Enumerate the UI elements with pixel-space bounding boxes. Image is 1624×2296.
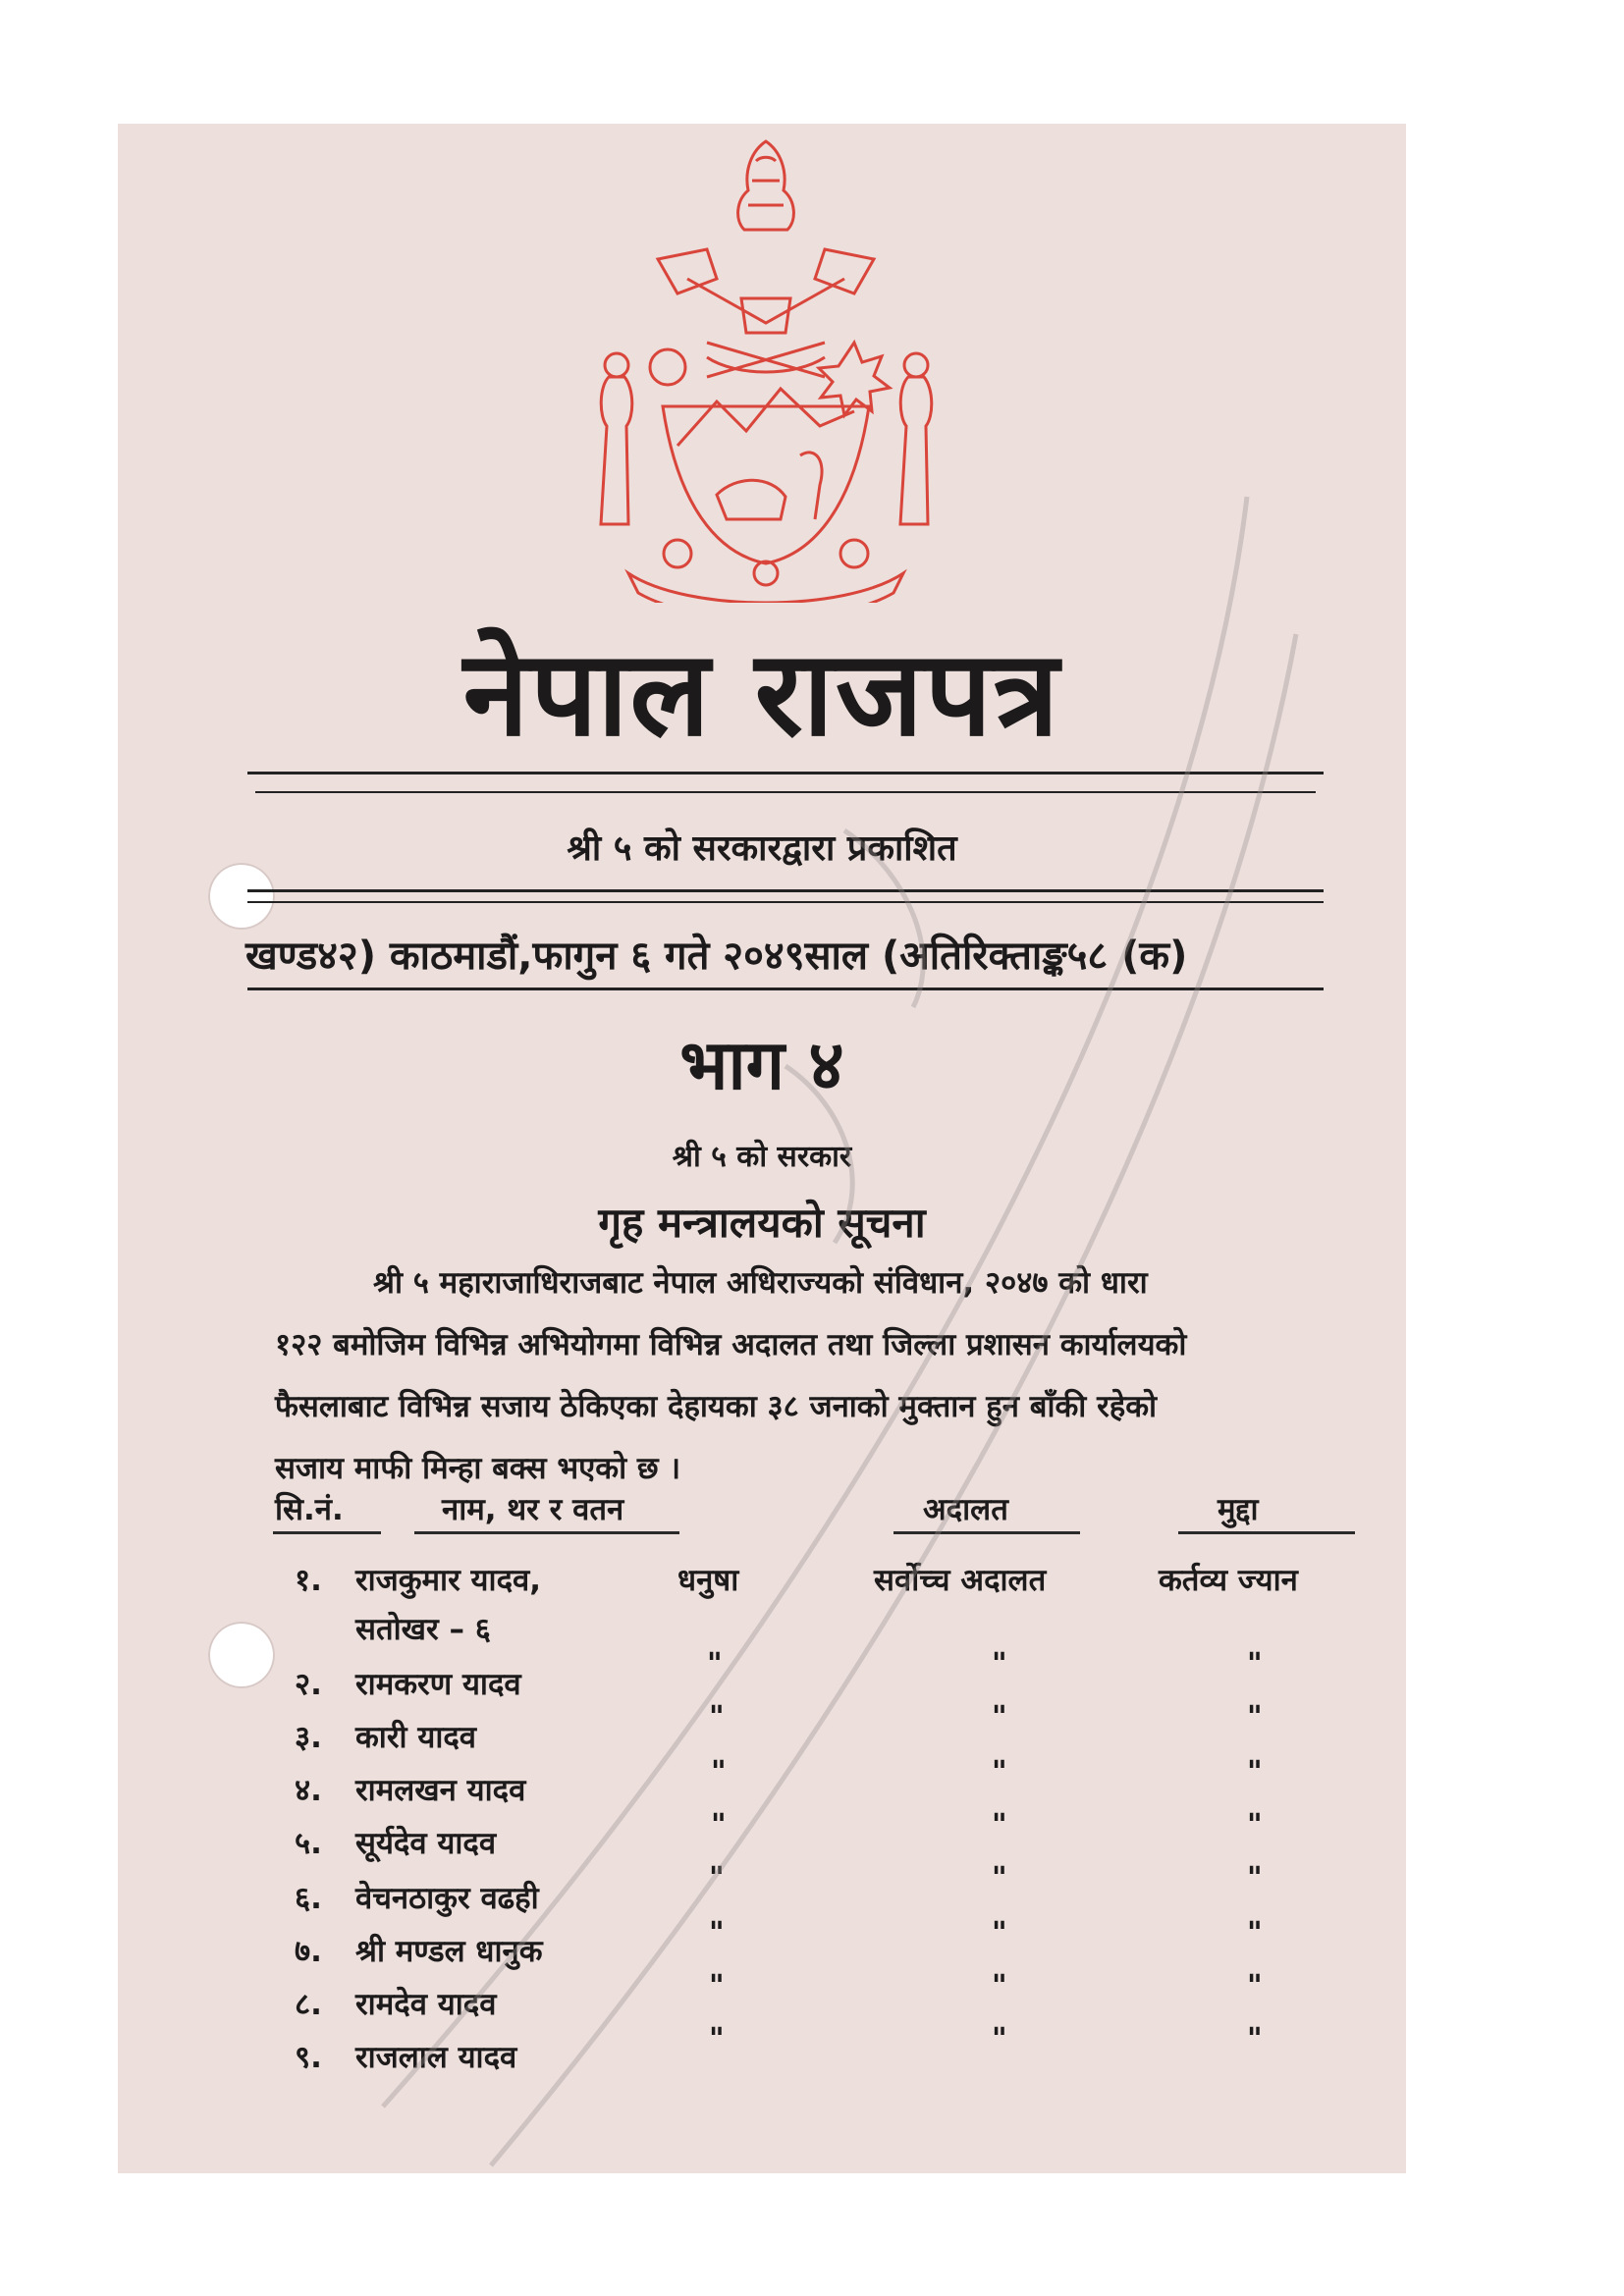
row-court: " [992, 1916, 1007, 1950]
row-name: रामदेव यादव [355, 1987, 497, 2022]
row-name: श्री मण्डल धानुक [355, 1934, 543, 1969]
header-case: मुद्दा [1218, 1492, 1259, 1527]
header-serial: सि.नं. [275, 1492, 344, 1527]
row-serial: ५. [295, 1826, 322, 1861]
row-case: " [1247, 1647, 1263, 1682]
row-case: " [1247, 1808, 1263, 1842]
row-serial: ६. [295, 1881, 322, 1916]
publisher-line: श्री ५ को सरकारद्वारा प्रकाशित [567, 828, 957, 869]
header-case-underline [1178, 1531, 1355, 1534]
row-serial: २. [295, 1667, 322, 1702]
masthead-rule-2 [255, 791, 1316, 793]
row-district: " [709, 1969, 725, 2003]
header-name-underline [414, 1531, 679, 1534]
notice-body [275, 1253, 1355, 1500]
row-case: कर्तव्य ज्यान [1159, 1563, 1298, 1598]
row-district: " [707, 1647, 723, 1682]
row-serial: ४. [295, 1773, 322, 1808]
row-serial: ९. [295, 2040, 322, 2075]
row-court: " [992, 1755, 1007, 1789]
part-heading: भाग ४ [679, 1025, 844, 1105]
row-district: " [709, 1861, 725, 1896]
gazette-page [118, 124, 1406, 2173]
body-line-4: सजाय माफी मिन्हा बक्स भएको छ । [275, 1451, 681, 1486]
issue-line: खण्ड४२) काठमाडौं,फागुन ६ गते २०४९साल (अतिरिक्ताङ्क५८ (क) [245, 934, 1188, 979]
row-court: " [992, 2022, 1007, 2056]
royal-emblem-icon [569, 132, 962, 607]
row-serial: १. [295, 1563, 322, 1598]
government-heading: श्री ५ को सरकार [672, 1140, 852, 1174]
row-court: " [992, 1700, 1007, 1735]
binding-hole-top [208, 863, 275, 930]
issue-rule [247, 988, 1324, 990]
masthead-rule-1 [247, 772, 1324, 774]
body-line-2: १२२ बमोजिम विभिन्न अभियोगमा विभिन्न अदालत तथा जिल्ला प्रशासन कार्यालयको [275, 1327, 1187, 1362]
row-case: " [1247, 1969, 1263, 2003]
row-name: राजलाल यादव [355, 2040, 517, 2075]
row-case: " [1247, 2022, 1263, 2056]
row-court: " [992, 1647, 1007, 1682]
row-case: " [1247, 1861, 1263, 1896]
row-district: " [711, 1808, 727, 1842]
row-case: " [1247, 1700, 1263, 1735]
row-serial: ३. [295, 1720, 322, 1755]
row-name: वेचनठाकुर वढही [355, 1881, 539, 1916]
subtitle-rule-1 [247, 889, 1324, 892]
body-line-1: श्री ५ महाराजाधिराजबाट नेपाल अधिराज्यको संविधान, २०४७ को धारा [373, 1265, 1148, 1301]
footer-note [393, 2171, 1109, 2173]
header-court-underline [893, 1531, 1080, 1534]
row-name: राजकुमार यादव, [355, 1563, 542, 1598]
header-court: अदालत [923, 1492, 1008, 1527]
row-case: " [1247, 1755, 1263, 1789]
row-name: कारी यादव [355, 1720, 477, 1755]
row-case: " [1247, 1916, 1263, 1950]
row-name: रामलखन यादव [355, 1773, 526, 1808]
row-district: " [709, 2022, 725, 2056]
notice-title: गृह मन्त्रालयको सूचना [598, 1199, 926, 1247]
row-serial: ८. [295, 1987, 322, 2022]
row-name: रामकरण यादव [355, 1667, 521, 1702]
subtitle-rule-2 [247, 901, 1324, 903]
row-district: " [711, 1755, 727, 1789]
row-name: सतोखर – ६ [355, 1612, 491, 1647]
row-serial: ७. [295, 1934, 322, 1969]
gazette-masthead: नेपाल राजपत्र [462, 626, 1061, 763]
body-line-3: फैसलाबाट विभिन्न सजाय ठेकिएका देहायका ३८ जनाको मुक्तान हुन बाँकी रहेको [275, 1389, 1158, 1424]
row-district: " [709, 1916, 725, 1950]
row-court: " [992, 1808, 1007, 1842]
row-district: धनुषा [677, 1563, 739, 1598]
binding-hole-bottom [208, 1622, 275, 1688]
header-name: नाम, थर र वतन [442, 1492, 624, 1527]
row-district: " [709, 1700, 725, 1735]
row-court: " [992, 1861, 1007, 1896]
row-court: सर्वोच्च अदालत [874, 1563, 1047, 1598]
header-serial-underline [273, 1531, 381, 1534]
row-name: सूर्यदेव यादव [355, 1826, 497, 1861]
row-court: " [992, 1969, 1007, 2003]
